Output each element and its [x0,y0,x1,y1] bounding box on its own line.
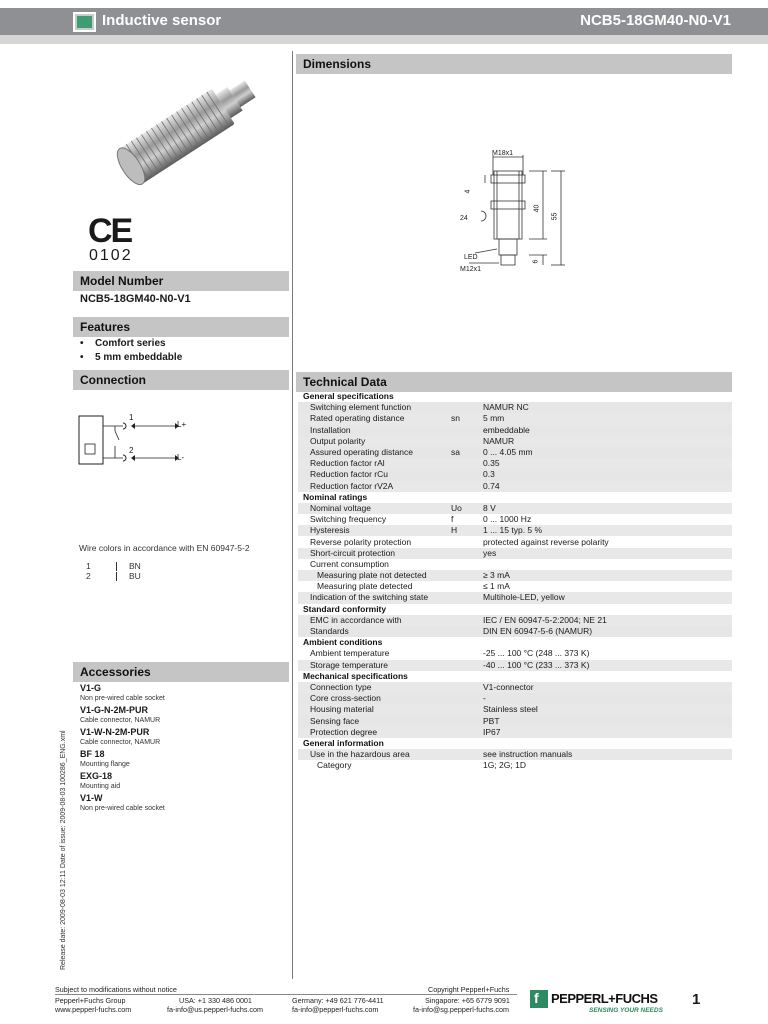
tech-param-symbol [448,536,478,547]
dim-40-label: 40 [533,204,541,213]
tech-param-value: Stainless steel [478,704,732,715]
tech-param-symbol: Uo [448,503,478,514]
accessory-item: V1-G Non pre-wired cable socket [80,683,165,702]
tech-param-symbol [448,581,478,592]
tech-param-label: Ambient temperature [310,648,390,659]
dim-thread-label: M18x1 [492,150,514,157]
tech-param-symbol [448,458,478,469]
tech-data-row [298,425,732,436]
tech-param-symbol: sn [448,413,478,424]
page-number: 1 [692,991,701,1008]
tech-category-row [298,637,732,648]
tech-param-symbol: sa [451,447,460,458]
tech-param-value: 0 ... 1000 Hz [483,514,532,525]
wire-color: BN [129,561,141,571]
accessories-list [80,683,285,815]
tech-data-row [298,503,732,514]
tech-param-symbol [448,548,478,559]
tech-data-row [298,715,732,726]
tech-param-value: IP67 [478,727,732,738]
connection-diagram [75,410,215,472]
model-number: NCB5-18GM40-N0-V1 [80,293,191,305]
tech-param-label: Housing material [298,704,448,715]
tech-param-label: Reduction factor rCu [310,469,388,480]
tech-param-label: Reduction factor rV2A [298,481,448,492]
tech-data-row [298,447,732,458]
section-accessories: Accessories [73,662,289,682]
tech-param-label: Category [317,760,352,771]
tech-param-label: Installation [310,424,351,435]
tech-param-value: NAMUR [478,436,732,447]
pepperl-fuchs-logo: f PEPPERL+FUCHS SENSING YOUR NEEDS [530,990,680,1018]
tech-data-row [298,615,732,626]
tech-param-label: Switching element function [310,402,412,413]
tech-param-label: Core cross-section [310,693,381,704]
tech-param-value: V1-connector [478,682,732,693]
tech-category-row [298,671,732,682]
tech-param-label: Current consumption [310,558,389,569]
footer-sg-email[interactable]: fa-info@sg.pepperl-fuchs.com [413,1005,509,1014]
technical-data-table [298,391,732,771]
tech-data-row [298,570,732,581]
tech-category-row [298,391,732,402]
tech-param-value: 0 ... 4.05 mm [483,447,533,458]
tech-param-label: Assured operating distance [310,447,414,458]
tech-category-label: General specifications [303,391,394,402]
footer-usa: USA: +1 330 486 0001 fa-info@us.pepperl-fuchs.com [167,996,263,1014]
tech-data-row [298,660,732,671]
tech-param-symbol [448,715,478,726]
footer-copyright: Copyright Pepperl+Fuchs [428,985,510,994]
tech-param-value: Multihole-LED, yellow [478,592,732,603]
document-title: Inductive sensor [102,12,222,29]
tech-data-row [298,581,732,592]
tech-param-label: Storage temperature [298,660,448,671]
tech-param-value: 1G; 2G; 1D [483,760,526,771]
wire-row: 1 BN [86,561,141,571]
dim-connector-label: M12x1 [460,266,482,273]
lminus-label: L- [177,453,185,462]
tech-param-value: 0.74 [478,481,732,492]
release-info: Release date: 2009-08-03 12:11 Date of issue: 2009-08-03 100286_ENG.xml [60,730,67,970]
tech-param-symbol [448,749,478,760]
tech-param-value: 5 mm [478,413,732,424]
header-bar [0,8,768,35]
dim-4-label: 4 [464,189,472,194]
brand-square-icon [73,12,96,32]
tech-param-value: 0.3 [483,469,495,480]
section-technical-data: Technical Data [296,372,732,392]
tech-category-label: Nominal ratings [303,491,368,502]
tech-param-value: 8 V [478,503,732,514]
accessory-item: V1-W Non pre-wired cable socket [80,793,165,812]
tech-param-symbol [448,660,478,671]
tech-param-label: Short-circuit protection [298,548,448,559]
footer-web-link[interactable]: www.pepperl-fuchs.com [55,1005,132,1014]
tech-param-label: Reverse polarity protection [310,536,412,547]
tech-param-value: ≥ 3 mA [478,570,732,581]
tech-param-label: Sensing face [310,715,360,726]
pin-2-label: 2 [129,446,134,455]
tech-param-symbol [448,559,478,570]
ce-number: 0102 [89,247,133,264]
product-code: NCB5-18GM40-N0-V1 [580,12,731,29]
tech-data-row [298,514,732,525]
tech-category-label: Ambient conditions [303,637,383,648]
tech-param-label: Reduction factor rAl [298,458,448,469]
tech-param-value: see instruction manuals [478,749,732,760]
footer-germany: Germany: +49 621 776-4411 fa-info@pepperl-fuchs.com [292,996,384,1014]
tech-param-value: 0.35 [478,458,732,469]
tech-data-row [298,536,732,547]
tech-data-row [298,760,732,771]
footer-notice: Subject to modifications without notice [55,985,177,994]
tech-category-label: General information [303,737,384,748]
tech-data-row [298,559,732,570]
header-sub-bar [0,35,768,44]
tech-param-symbol [448,626,478,637]
tech-param-symbol [448,436,478,447]
tech-data-row [298,481,732,492]
wire-color-list [86,561,141,581]
tech-param-value: IEC / EN 60947-5-2:2004; NE 21 [478,615,732,626]
dim-led-label: LED [464,254,478,261]
footer-singapore: Singapore: +65 6779 9091 fa-info@sg.pepperl-fuchs.com [413,996,510,1014]
tech-param-value: embeddable [483,424,530,435]
tech-param-label: Measuring plate not detected [298,570,448,581]
wire-row: 2 BU [86,571,141,581]
pin-1-label: 1 [129,413,134,422]
tech-param-symbol [448,570,478,581]
tech-param-symbol [448,727,478,738]
section-model-number: Model Number [73,271,289,291]
tech-param-symbol: H [448,525,478,536]
features-list [80,337,182,365]
tech-param-symbol [448,760,478,771]
feature-item: • Comfort series [80,337,182,351]
tech-param-symbol [448,469,478,480]
tech-param-value: protected against reverse polarity [483,536,609,547]
tech-param-value: 1 ... 15 typ. 5 % [478,525,732,536]
tech-param-value: -25 ... 100 °C (248 ... 373 K) [483,648,590,659]
tech-data-row [298,626,732,637]
tech-param-label: Output polarity [298,436,448,447]
tech-param-value: ≤ 1 mA [483,581,510,592]
footer-de-email[interactable]: fa-info@pepperl-fuchs.com [292,1005,379,1014]
tech-data-row [298,469,732,480]
wire-color: BU [129,571,141,581]
tech-param-label: EMC in accordance with [298,615,448,626]
tech-param-label: Connection type [298,682,448,693]
tech-param-symbol [448,682,478,693]
accessory-item: V1-W-N-2M-PUR Cable connector, NAMUR [80,727,161,746]
tech-param-symbol [448,704,478,715]
tech-param-label: Protection degree [298,727,448,738]
tech-param-symbol [448,402,478,413]
tech-param-label: Switching frequency [310,514,387,525]
ce-mark: CE [88,212,132,250]
accessory-item: BF 18 Mounting flange [80,749,130,768]
tech-data-row [298,402,732,413]
section-connection: Connection [73,370,289,390]
footer-usa-email[interactable]: fa-info@us.pepperl-fuchs.com [167,1005,263,1014]
accessory-item: V1-G-N-2M-PUR Cable connector, NAMUR [80,705,161,724]
tech-data-row [298,592,732,603]
dim-24-label: 24 [460,215,468,222]
tech-param-symbol: f [451,514,454,525]
tech-param-symbol [448,592,478,603]
tech-param-label: Hysteresis [298,525,448,536]
tech-data-row [298,458,732,469]
tech-data-row [298,693,732,704]
tech-param-value: - [483,693,486,704]
tech-category-row [298,738,732,749]
tech-param-value: -40 ... 100 °C (233 ... 373 K) [478,660,732,671]
tech-category-row [298,492,732,503]
accessory-item: EXG-18 Mounting aid [80,771,121,790]
tech-param-value: yes [478,548,732,559]
tech-param-symbol [448,693,478,704]
tech-data-row [298,727,732,738]
tech-param-symbol [448,615,478,626]
wire-color-note: Wire colors in accordance with EN 60947-5-2 [79,543,250,553]
tech-param-label: Measuring plate detected [317,581,413,592]
feature-item: • 5 mm embeddable [80,351,182,365]
sensor-product-image [100,55,270,205]
tech-param-symbol [448,481,478,492]
footer-group: Pepperl+Fuchs Group www.pepperl-fuchs.com [55,996,132,1014]
tech-param-symbol [448,648,478,659]
tech-param-label: Nominal voltage [298,503,448,514]
section-features: Features [73,317,289,337]
dim-55-label: 55 [551,212,559,221]
dim-6-label: 6 [532,259,540,264]
tech-data-row [298,548,732,559]
tech-category-label: Mechanical specifications [303,670,408,681]
tech-data-row [298,704,732,715]
tech-param-value: PBT [483,715,500,726]
tech-param-label: Indication of the switching state [298,592,448,603]
tech-param-symbol [448,425,478,436]
tech-data-row [298,413,732,424]
tech-data-row [298,749,732,760]
tech-data-row [298,436,732,447]
tech-param-value [478,559,732,570]
tech-category-label: Standard conformity [303,603,387,614]
tech-data-row [298,525,732,536]
tech-data-row [298,648,732,659]
tech-param-value: NAMUR NC [483,402,529,413]
tech-data-row [298,682,732,693]
tech-param-label: Standards [310,626,349,637]
lplus-label: L+ [177,420,187,429]
pf-logo-icon [530,990,548,1008]
section-dimensions: Dimensions [296,54,732,74]
tech-param-value: DIN EN 60947-5-6 (NAMUR) [483,626,593,637]
tech-param-label: Use in the hazardous area [298,749,448,760]
column-divider [292,51,293,979]
tech-param-label: Rated operating distance [298,413,448,424]
tech-category-row [298,604,732,615]
